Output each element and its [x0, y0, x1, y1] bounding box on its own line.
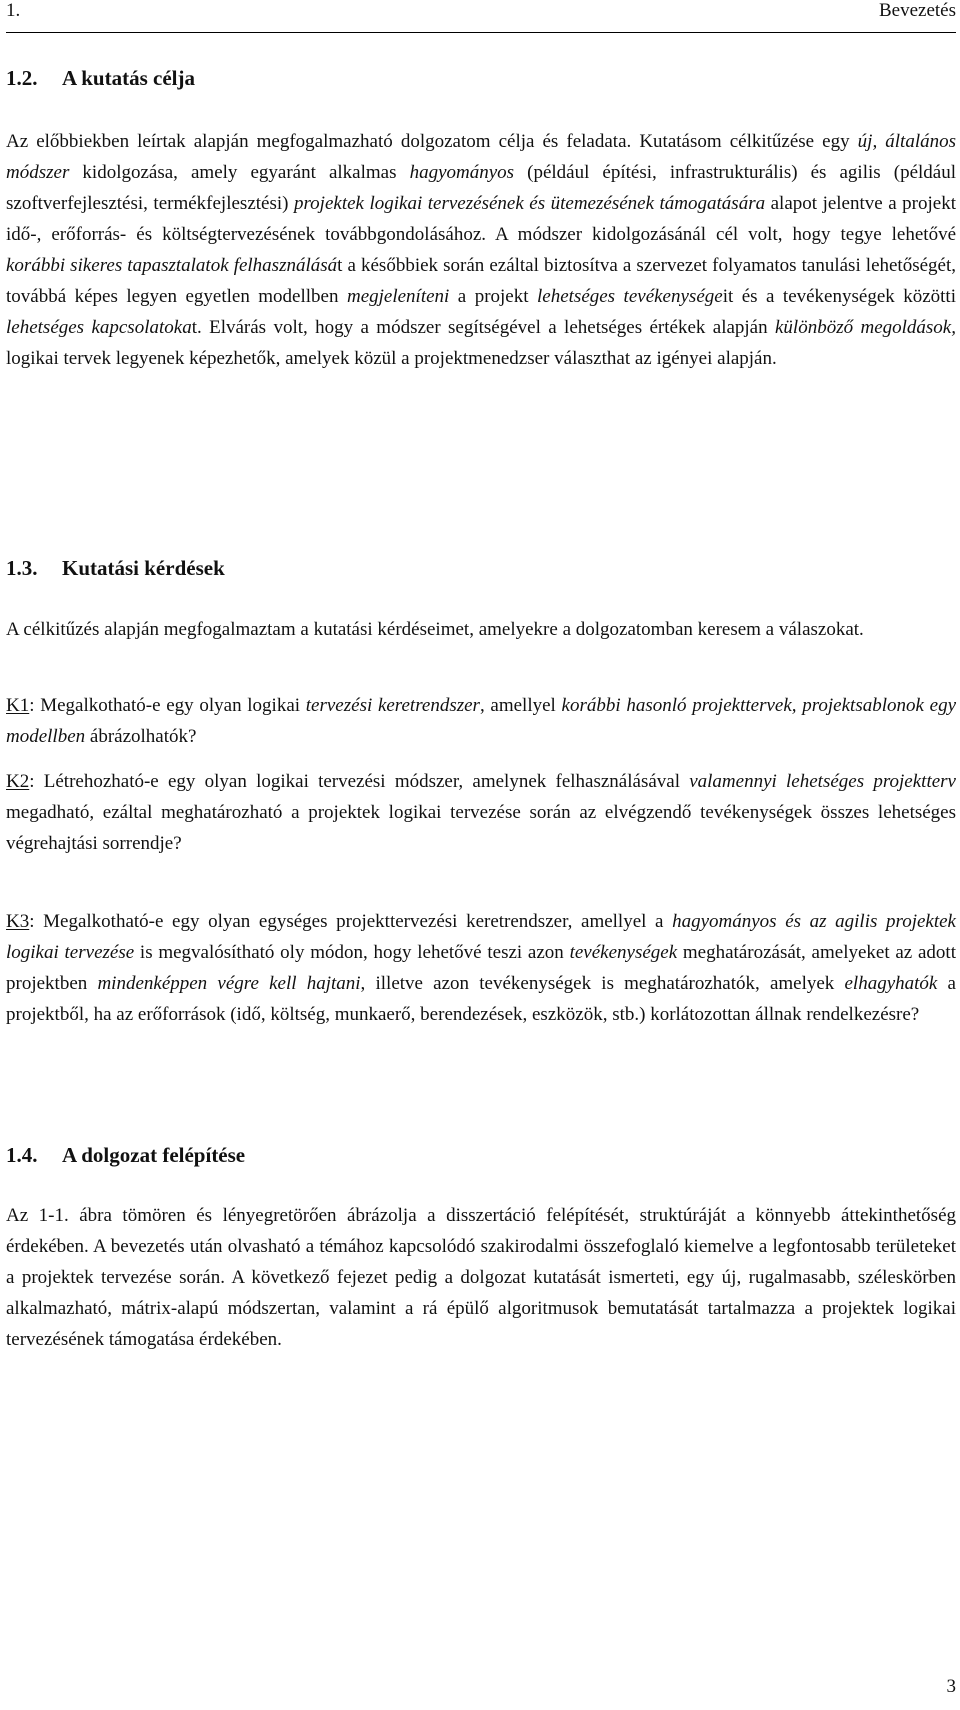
text-run: (például építési, infrastrukturális) és agilis (például szoftverfejlesztési, termékfejlesztési)	[6, 162, 956, 214]
text-run: , illetve azon tevékenységek is meghatározhatók, amelyek	[360, 973, 845, 994]
section-number: 1.3.	[6, 556, 38, 580]
chapter-title: Bevezetés	[878, 0, 956, 21]
italic-run: mindenképpen végre kell hajtani	[97, 973, 361, 994]
page-header	[6, 0, 956, 33]
chapter-number: 1.	[6, 0, 21, 21]
italic-run: hagyományos	[409, 162, 515, 183]
question-k2	[6, 766, 956, 859]
question-k1	[6, 690, 956, 752]
section-number: 1.4.	[6, 1143, 38, 1167]
section-title: Kutatási kérdések	[62, 556, 225, 580]
section-title: A kutatás célja	[62, 66, 195, 90]
text-run: , amellyel	[479, 695, 562, 716]
question-label: K3	[6, 911, 30, 932]
italic-run: tevékenységek	[569, 942, 678, 963]
italic-run: elhagyhatók	[844, 973, 938, 994]
section-title: A dolgozat felépítése	[62, 1143, 246, 1167]
section-number: 1.2.	[6, 66, 38, 90]
text-run: logikai tervek legyenek képezhetők, amelyek közül a projektmenedzser választhat az igényei alapján.	[6, 348, 777, 369]
italic-run: tervezési keretrendszer	[305, 695, 480, 716]
text-run: meghatározását, amelyeket az adott projektben	[6, 942, 956, 994]
italic-run: korábbi hasonló projekttervek, projektsablonok egy modellben	[6, 695, 957, 747]
text-run: : Megalkotható-e egy olyan egységes projekttervezési keretrendszer, amellyel a	[29, 911, 673, 932]
italic-run: projektek logikai tervezésének és ütemezésének támogatására	[293, 193, 766, 214]
question-label: K1	[6, 695, 30, 716]
text-run: : Megalkotható-e egy olyan logikai	[29, 695, 306, 716]
structure-paragraph: Az 1-1. ábra tömören és lényegretörően ábrázolja a disszertáció felépítését, struktúráját a könnyebb áttekinthetőség érdekében. A bevezetés után olvasható a témához kapcsolódó szakirodalmi összefoglaló kiemelve a legfontosabb területeket a projektek tervezése során. A következő fejezet pedig a dolgozat kutatását ismerteti, egy új, rugalmasabb, széleskörben alkalmazható, mátrix-alapú módszertan, valamint a rá épülő algoritmusok bemutatását tartalmazza a projektek logikai tervezésének támogatása érdekében.	[6, 1205, 956, 1350]
italic-run: hagyományos és az agilis projektek logikai tervezése	[6, 911, 956, 963]
text-run: it és a tevékenységek közötti	[722, 286, 956, 307]
text-run: t a későbbiek során ezáltal biztosítva a szervezet folyamatos tanulási lehetőségét, továbbá képes legyen egyetlen modellben	[6, 255, 956, 307]
italic-run: valamennyi lehetséges projektterv	[689, 771, 956, 792]
text-run: a projekt	[449, 286, 537, 307]
italic-run: lehetséges tevékenysége	[537, 286, 723, 307]
text-run: a projektből, ha az erőforrások (idő, költség, munkaerő, berendezések, eszközök, stb.) korlátozottan állnak rendelkezésre?	[6, 973, 956, 1025]
text-run: megadható, ezáltal meghatározható a projektek logikai tervezése során az elvégzendő tevékenységek összes lehetséges végrehajtási sorrendje?	[6, 802, 956, 854]
section-heading-1-2	[6, 66, 195, 91]
italic-run: különböző megoldások,	[775, 317, 956, 338]
section-heading-1-4	[6, 1143, 245, 1168]
aim-paragraph	[6, 126, 956, 374]
italic-run: korábbi sikeres tapasztalatok felhasználásá	[6, 255, 338, 276]
text-run: Az előbbiekben leírtak alapján megfogalmazható dolgozatom célja és feladata. Kutatásom célkitűzése egy	[6, 131, 858, 152]
text-run: is megvalósítható oly módon, hogy lehetővé teszi azon	[134, 942, 570, 963]
page-number: 3	[946, 1676, 956, 1697]
questions-intro-paragraph: A célkitűzés alapján megfogalmaztam a kutatási kérdéseimet, amelyekre a dolgozatomban keresem a válaszokat.	[6, 619, 864, 640]
text-run: kidolgozása, amely egyaránt alkalmas	[69, 162, 410, 183]
italic-run: új, általános módszer	[6, 131, 956, 183]
text-run: alapot jelentve a projekt idő-, erőforrás- és költségtervezésének továbbgondolásához. A módszer kidolgozásánál cél volt, hogy tegye lehetővé	[6, 193, 956, 245]
question-label: K2	[6, 771, 30, 792]
section-heading-1-3	[6, 556, 225, 581]
text-run: : Létrehozható-e egy olyan logikai tervezési módszer, amelynek felhasználásával	[29, 771, 690, 792]
italic-run: lehetséges kapcsolatoka	[6, 317, 192, 338]
text-run: t. Elvárás volt, hogy a módszer segítségével a lehetséges értékek alapján	[191, 317, 775, 338]
italic-run: megjeleníteni	[346, 286, 450, 307]
text-run: ábrázolhatók?	[85, 726, 197, 747]
question-k3	[6, 906, 956, 1030]
